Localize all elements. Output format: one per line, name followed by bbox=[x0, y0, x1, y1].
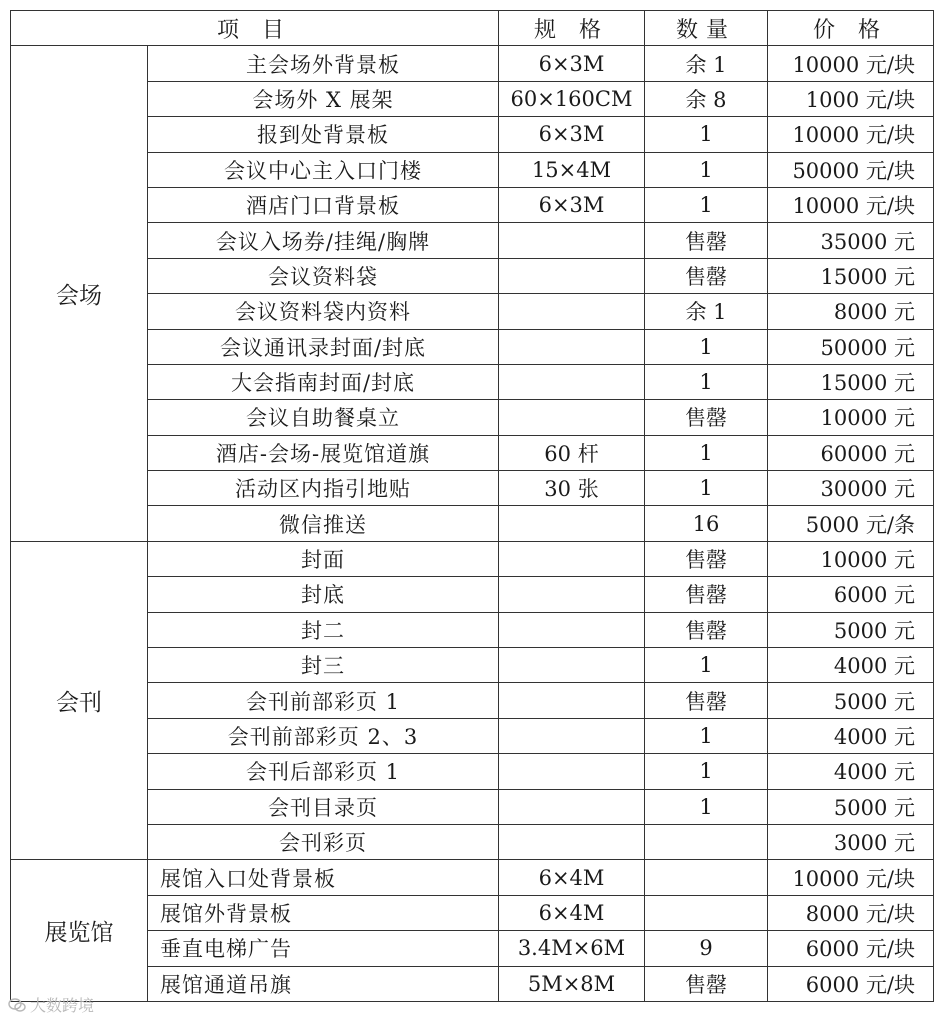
price-cell: 5000 元 bbox=[768, 789, 934, 824]
table-row bbox=[11, 541, 934, 576]
qty-cell: 1 bbox=[645, 471, 768, 506]
table-row bbox=[11, 471, 934, 506]
table-row bbox=[11, 187, 934, 222]
price-cell: 5000 元 bbox=[768, 612, 934, 647]
spec-cell bbox=[499, 648, 645, 683]
qty-cell: 售罄 bbox=[645, 258, 768, 293]
table-row bbox=[11, 258, 934, 293]
price-cell: 30000 元 bbox=[768, 471, 934, 506]
table-row bbox=[11, 895, 934, 930]
price-cell: 50000 元/块 bbox=[768, 152, 934, 187]
item-cell: 垂直电梯广告 bbox=[148, 931, 499, 966]
qty-cell: 1 bbox=[645, 117, 768, 152]
price-cell: 4000 元 bbox=[768, 754, 934, 789]
spec-cell: 5M×8M bbox=[499, 966, 645, 1001]
spec-cell bbox=[499, 223, 645, 258]
qty-cell: 售罄 bbox=[645, 541, 768, 576]
header-row bbox=[11, 11, 934, 46]
item-cell: 会场外 X 展架 bbox=[148, 81, 499, 116]
category-cell: 展览馆 bbox=[11, 860, 148, 1002]
item-cell: 会刊目录页 bbox=[148, 789, 499, 824]
item-cell: 封面 bbox=[148, 541, 499, 576]
price-cell: 8000 元/块 bbox=[768, 895, 934, 930]
item-cell: 会议中心主入口门楼 bbox=[148, 152, 499, 187]
qty-cell: 余 1 bbox=[645, 294, 768, 329]
category-cell: 会刊 bbox=[11, 541, 148, 860]
qty-cell: 1 bbox=[645, 718, 768, 753]
table-row bbox=[11, 117, 934, 152]
price-cell: 10000 元 bbox=[768, 541, 934, 576]
spec-cell: 30 张 bbox=[499, 471, 645, 506]
qty-cell: 1 bbox=[645, 187, 768, 222]
price-cell: 6000 元/块 bbox=[768, 966, 934, 1001]
wechat-icon bbox=[8, 998, 26, 1012]
qty-cell: 余 8 bbox=[645, 81, 768, 116]
item-cell: 会议入场券/挂绳/胸牌 bbox=[148, 223, 499, 258]
price-cell: 4000 元 bbox=[768, 648, 934, 683]
item-cell: 展馆入口处背景板 bbox=[148, 860, 499, 895]
spec-cell bbox=[499, 824, 645, 859]
price-cell: 3000 元 bbox=[768, 824, 934, 859]
spec-cell bbox=[499, 400, 645, 435]
header-item: 项 目 bbox=[11, 11, 499, 46]
table-row bbox=[11, 506, 934, 541]
price-cell: 10000 元/块 bbox=[768, 117, 934, 152]
spec-cell: 6×4M bbox=[499, 895, 645, 930]
price-cell: 1000 元/块 bbox=[768, 81, 934, 116]
table-row bbox=[11, 931, 934, 966]
item-cell: 封三 bbox=[148, 648, 499, 683]
pricing-table bbox=[10, 10, 934, 1002]
item-cell: 大会指南封面/封底 bbox=[148, 364, 499, 399]
table-row bbox=[11, 364, 934, 399]
item-cell: 活动区内指引地贴 bbox=[148, 471, 499, 506]
table-row bbox=[11, 81, 934, 116]
spec-cell bbox=[499, 612, 645, 647]
qty-cell: 售罄 bbox=[645, 612, 768, 647]
watermark-text: 大数跨境 bbox=[30, 996, 95, 1015]
item-cell: 封底 bbox=[148, 577, 499, 612]
qty-cell bbox=[645, 860, 768, 895]
table-row bbox=[11, 400, 934, 435]
table-row bbox=[11, 577, 934, 612]
spec-cell: 6×3M bbox=[499, 117, 645, 152]
table-row bbox=[11, 683, 934, 718]
price-cell: 5000 元/条 bbox=[768, 506, 934, 541]
price-cell: 10000 元 bbox=[768, 400, 934, 435]
table-row bbox=[11, 612, 934, 647]
qty-cell: 售罄 bbox=[645, 683, 768, 718]
item-cell: 展馆通道吊旗 bbox=[148, 966, 499, 1001]
spec-cell bbox=[499, 541, 645, 576]
item-cell: 报到处背景板 bbox=[148, 117, 499, 152]
qty-cell: 余 1 bbox=[645, 46, 768, 81]
item-cell: 会刊前部彩页 2、3 bbox=[148, 718, 499, 753]
item-cell: 封二 bbox=[148, 612, 499, 647]
item-cell: 主会场外背景板 bbox=[148, 46, 499, 81]
qty-cell: 售罄 bbox=[645, 223, 768, 258]
spec-cell bbox=[499, 329, 645, 364]
spec-cell bbox=[499, 258, 645, 293]
table-row bbox=[11, 860, 934, 895]
price-cell: 35000 元 bbox=[768, 223, 934, 258]
spec-cell bbox=[499, 718, 645, 753]
spec-cell bbox=[499, 506, 645, 541]
item-cell: 会刊后部彩页 1 bbox=[148, 754, 499, 789]
header-qty: 数量 bbox=[645, 11, 768, 46]
price-cell: 50000 元 bbox=[768, 329, 934, 364]
table-row bbox=[11, 435, 934, 470]
table-body bbox=[11, 46, 934, 1002]
spec-cell bbox=[499, 294, 645, 329]
spec-cell: 15×4M bbox=[499, 152, 645, 187]
header-spec: 规 格 bbox=[499, 11, 645, 46]
item-cell: 会议资料袋内资料 bbox=[148, 294, 499, 329]
price-cell: 15000 元 bbox=[768, 364, 934, 399]
price-cell: 60000 元 bbox=[768, 435, 934, 470]
qty-cell: 1 bbox=[645, 754, 768, 789]
spec-cell bbox=[499, 683, 645, 718]
table-row bbox=[11, 294, 934, 329]
price-cell: 15000 元 bbox=[768, 258, 934, 293]
item-cell: 会议自助餐桌立 bbox=[148, 400, 499, 435]
item-cell: 会议通讯录封面/封底 bbox=[148, 329, 499, 364]
table-row bbox=[11, 966, 934, 1001]
header-price: 价 格 bbox=[768, 11, 934, 46]
price-cell: 10000 元/块 bbox=[768, 860, 934, 895]
qty-cell: 售罄 bbox=[645, 966, 768, 1001]
price-cell: 4000 元 bbox=[768, 718, 934, 753]
table-row bbox=[11, 152, 934, 187]
table-row bbox=[11, 648, 934, 683]
spec-cell bbox=[499, 754, 645, 789]
table-row bbox=[11, 223, 934, 258]
price-cell: 6000 元 bbox=[768, 577, 934, 612]
spec-cell: 6×3M bbox=[499, 187, 645, 222]
qty-cell: 1 bbox=[645, 152, 768, 187]
watermark bbox=[8, 993, 94, 1016]
item-cell: 展馆外背景板 bbox=[148, 895, 499, 930]
price-cell: 10000 元/块 bbox=[768, 187, 934, 222]
item-cell: 微信推送 bbox=[148, 506, 499, 541]
price-cell: 8000 元 bbox=[768, 294, 934, 329]
table-row bbox=[11, 46, 934, 81]
item-cell: 会议资料袋 bbox=[148, 258, 499, 293]
spec-cell bbox=[499, 789, 645, 824]
item-cell: 酒店门口背景板 bbox=[148, 187, 499, 222]
spec-cell: 6×3M bbox=[499, 46, 645, 81]
qty-cell: 16 bbox=[645, 506, 768, 541]
spec-cell: 6×4M bbox=[499, 860, 645, 895]
qty-cell: 1 bbox=[645, 435, 768, 470]
spec-cell bbox=[499, 364, 645, 399]
spec-cell: 3.4M×6M bbox=[499, 931, 645, 966]
item-cell: 会刊前部彩页 1 bbox=[148, 683, 499, 718]
qty-cell bbox=[645, 895, 768, 930]
table-row bbox=[11, 824, 934, 859]
qty-cell: 1 bbox=[645, 648, 768, 683]
item-cell: 酒店-会场-展览馆道旗 bbox=[148, 435, 499, 470]
price-cell: 10000 元/块 bbox=[768, 46, 934, 81]
table-row bbox=[11, 754, 934, 789]
table-row bbox=[11, 718, 934, 753]
table-row bbox=[11, 789, 934, 824]
qty-cell: 1 bbox=[645, 364, 768, 399]
category-cell: 会场 bbox=[11, 46, 148, 541]
qty-cell: 9 bbox=[645, 931, 768, 966]
spec-cell: 60×160CM bbox=[499, 81, 645, 116]
spec-cell bbox=[499, 577, 645, 612]
qty-cell: 1 bbox=[645, 329, 768, 364]
qty-cell: 1 bbox=[645, 789, 768, 824]
qty-cell: 售罄 bbox=[645, 577, 768, 612]
table-row bbox=[11, 329, 934, 364]
spec-cell: 60 杆 bbox=[499, 435, 645, 470]
price-cell: 5000 元 bbox=[768, 683, 934, 718]
price-cell: 6000 元/块 bbox=[768, 931, 934, 966]
qty-cell: 售罄 bbox=[645, 400, 768, 435]
item-cell: 会刊彩页 bbox=[148, 824, 499, 859]
qty-cell bbox=[645, 824, 768, 859]
